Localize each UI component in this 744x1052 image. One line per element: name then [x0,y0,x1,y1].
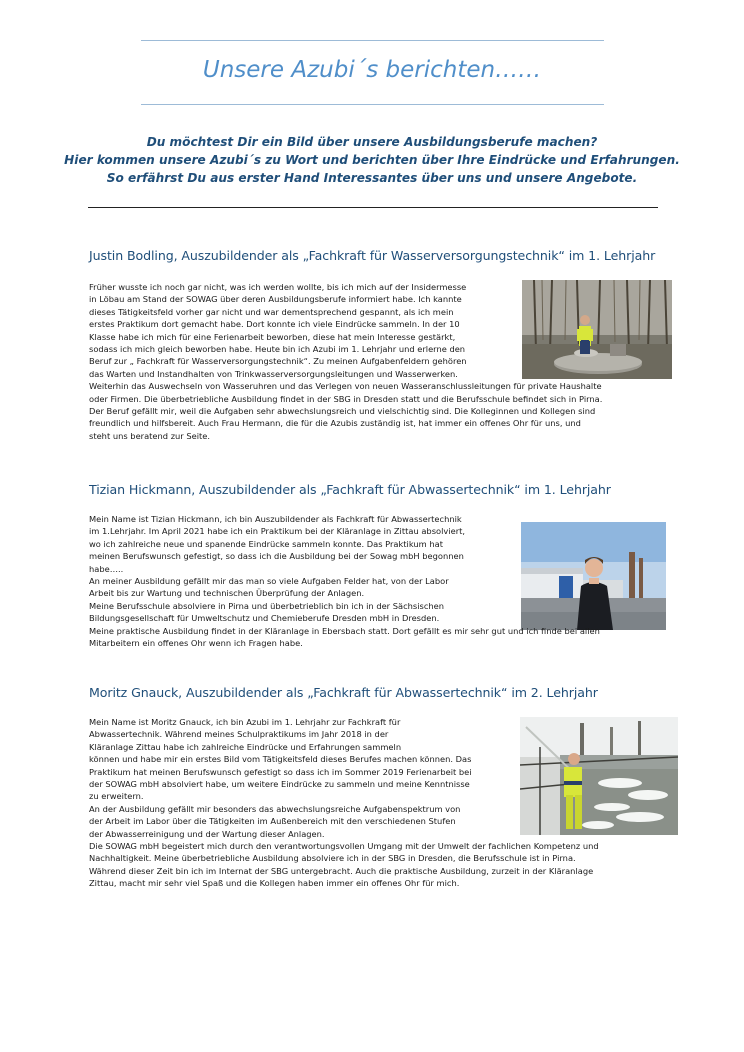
text-line: habe….. [89,563,124,574]
text-line: Nachhaltigkeit. Meine überbetriebliche Ausbildung absolviere ich in der SBG in Dresden, die Berufsschule ist in Pirna. [89,853,576,864]
text-line: meinen Berufswunsch gefestigt, so dass ich die Ausbildung bei der Sowag mbH begonnen [89,551,464,562]
text-line: Bildungsgesellschaft für Umweltschutz und Chemieberufe Dresden mbH in Dresden. [89,613,440,624]
page-title: Unsere Azubi´s berichten…… [202,57,542,83]
text-line: Beruf zur „ Fachkraft für Wasserversorgungstechnik“. Zu meinen Aufgabenfeldern gehören [89,356,467,367]
intro-divider [88,207,658,208]
text-line: zu erweitern. [89,791,144,802]
text-line: Arbeit bis zur Wartung und technischen Überprüfung der Anlagen. [89,588,365,599]
text-line: Früher wusste ich noch gar nicht, was ich werden wollte, bis ich mich auf der Insidermesse [89,282,467,292]
title-divider [141,104,604,105]
text-line: der SOWAG mbH absolviert habe, um weitere Eindrücke zu sammeln und meine Kenntnisse [89,779,470,790]
section-body-justin [89,281,657,442]
text-line: sodass ich mich gleich beworben habe. Heute bin ich Azubi im 1. Lehrjahr und erlerne den [89,344,466,355]
text-line: Zittau, macht mir sehr viel Spaß und die Kollegen haben immer ein offenes Ohr für mich. [89,878,460,889]
text-line: Mein Name ist Moritz Gnauck, ich bin Azubi im 1. Lehrjahr zur Fachkraft für [89,717,401,727]
text-line: Praktikum hat meinen Berufswunsch gefestigt so dass ich im Sommer 2019 Ferienarbeit bei [89,766,472,777]
top-divider [141,40,604,41]
intro-line: Du möchtest Dir ein Bild über unsere Ausbildungsberufe machen? [146,135,598,149]
text-line: können und habe mir ein erstes Bild vom Tätigkeitsfeld dieses Berufes machen können. Das [89,754,472,765]
intro-line: So erfährst Du aus erster Hand Interessantes über uns und unsere Angebote. [106,171,638,185]
text-line: dieses Tätigkeitsfeld vorher gar nicht und war dementsprechend gespannt, als ich mein [89,306,454,317]
text-line: wo ich zahlreiche neue und spanende Eindrücke sammeln konnte. Das Praktikum hat [89,538,443,549]
text-line: der Abwasserreinigung und der Wartung dieser Anlagen. [89,828,325,839]
text-line: das Warten und Instandhalten von Trinkwasserversorgungsleitungen und Wasserwerken. [89,368,458,379]
text-line: oder Firmen. Die überbetriebliche Ausbildung findet in der SBG in Dresden statt und die Berufsschule befindet sich in Pirna. [89,393,603,404]
text-line: steht uns beratend zur Seite. [89,430,211,441]
section-body-tizian [89,513,657,649]
section-heading-tizian: Tizian Hickmann, Auszubildender als „Fachkraft für Abwassertechnik“ im 1. Lehrjahr [89,482,611,497]
text-line: An der Ausbildung gefällt mir besonders das abwechslungsreiche Aufgabenspektrum von [89,803,461,814]
text-line: Der Beruf gefällt mir, weil die Aufgaben sehr abwechslungsreich und vielschichtig sind. Die Kolleginnen und Kollegen sind [89,406,596,417]
text-line: Mein Name ist Tizian Hickmann, ich bin Auszubildender als Fachkraft für Abwassertechnik [89,514,462,524]
text-line: Abwassertechnik. Während meines Schulpraktikums im Jahr 2018 in der [89,729,389,740]
text-line: Die SOWAG mbH begeistert mich durch den verantwortungsvollen Umgang mit der Umwelt der fachlichen Kompetenz und [89,841,599,852]
text-line: Weiterhin das Auswechseln von Wasseruhren und das Verlegen von neuen Wasseranschlussleitungen für private Haushalte [89,381,602,392]
text-line: der Arbeit im Labor über die Tätigkeiten im Außenbereich mit den verschiedenen Stufen [89,816,456,827]
section-heading-moritz: Moritz Gnauck, Auszubildender als „Fachkraft für Abwassertechnik“ im 2. Lehrjahr [89,685,598,700]
text-line: Klasse habe ich mich für eine Ferienarbeit beworben, diese hat mein Interesse gestärkt, [89,331,456,342]
text-line: im 1.Lehrjahr. Im April 2021 habe ich ein Praktikum bei der Kläranlage in Zittau absolviert, [89,526,466,537]
text-line: Kläranlage Zittau habe ich zahlreiche Eindrücke und Erfahrungen sammeln [89,741,402,752]
text-line: erstes Praktikum dort gemacht habe. Dort konnte ich viele Eindrücke sammeln. In der 10 [89,319,460,330]
text-line: in Löbau am Stand der SOWAG über deren Ausbildungsberufe informiert habe. Ich kannte [89,294,462,305]
text-line: freundlich und hilfsbereit. Auch Frau Hermann, die für die Azubis zuständig ist, hat immer ein offenes Ohr für uns, und [89,418,581,429]
intro-text [60,133,684,187]
text-line: Meine Berufsschule absolviere in Pirna und überbetrieblich bin ich in der Sächsischen [89,600,445,611]
text-line: Meine praktische Ausbildung findet in der Kläranlage in Ebersbach statt. Dort gefällt es mir sehr gut und ich finde bei allen [89,625,600,636]
section-body-moritz [89,716,657,890]
text-line: Während dieser Zeit bin ich im Internat der SBG untergebracht. Auch die praktische Ausbildung, zurzeit in der Kläranlage [89,865,594,876]
text-line: Mitarbeitern ein offenes Ohr wenn ich Fragen habe. [89,638,303,649]
intro-line: Hier kommen unsere Azubi´s zu Wort und berichten über Ihre Eindrücke und Erfahrungen. [64,153,680,167]
section-heading-justin: Justin Bodling, Auszubildender als „Fachkraft für Wasserversorgungstechnik“ im 1. Lehrjahr [89,248,656,263]
text-line: An meiner Ausbildung gefällt mir das man so viele Aufgaben Felder hat, von der Labor [89,576,449,587]
